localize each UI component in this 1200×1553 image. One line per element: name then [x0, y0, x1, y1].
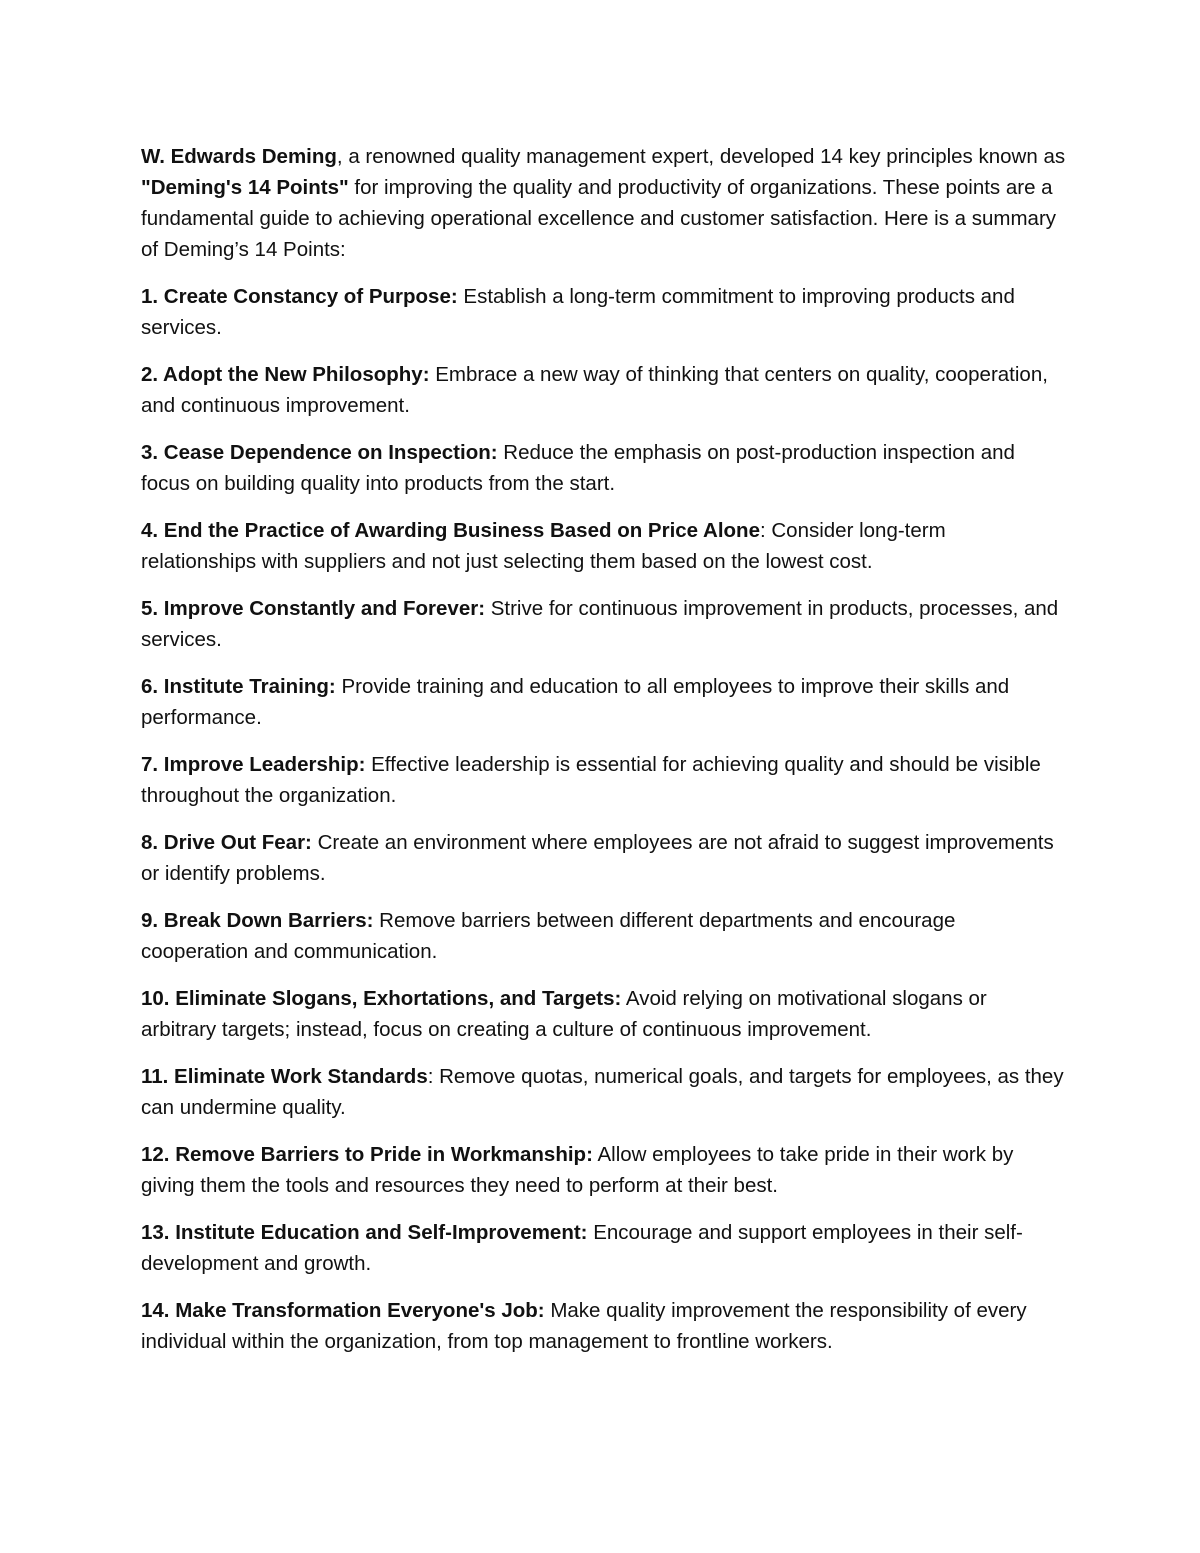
point-14 — [141, 1295, 1066, 1357]
point-text: Create an environment where employees are not afraid to suggest improvements or identify problems. — [141, 831, 1054, 885]
point-text: Provide training and education to all employees to improve their skills and performance. — [141, 675, 1010, 729]
point-5 — [141, 593, 1066, 655]
point-title: 14. Make Transformation Everyone's Job: — [141, 1299, 545, 1322]
point-2 — [141, 359, 1066, 421]
point-text: : Remove quotas, numerical goals, and targets for employees, as they can undermine quality. — [141, 1065, 1064, 1119]
intro-text-1: , a renowned quality management expert, developed 14 key principles known as — [336, 145, 1066, 168]
point-title: 6. Institute Training: — [141, 675, 336, 698]
point-13 — [141, 1217, 1066, 1279]
document-body — [141, 141, 1066, 1373]
point-title: 7. Improve Leadership: — [141, 753, 366, 776]
point-4 — [141, 515, 1066, 577]
point-8 — [141, 827, 1066, 889]
point-title: 3. Cease Dependence on Inspection: — [141, 441, 498, 464]
point-text: Remove barriers between different departments and encourage cooperation and communication. — [141, 909, 956, 963]
point-text: Avoid relying on motivational slogans or arbitrary targets; instead, focus on creating a culture of continuous improvement. — [141, 987, 987, 1041]
point-9 — [141, 905, 1066, 967]
point-text: Encourage and support employees in their self-development and growth. — [141, 1221, 1023, 1275]
point-text: Reduce the emphasis on post-production inspection and focus on building quality into products from the start. — [141, 441, 1015, 495]
point-title: 1. Create Constancy of Purpose: — [141, 285, 458, 308]
point-text: Effective leadership is essential for achieving quality and should be visible throughout the organization. — [141, 753, 1041, 807]
point-10 — [141, 983, 1066, 1045]
point-title: 12. Remove Barriers to Pride in Workmanship: — [141, 1143, 593, 1166]
point-title: 13. Institute Education and Self-Improvement: — [141, 1221, 588, 1244]
intro-paragraph — [141, 141, 1066, 265]
point-6 — [141, 671, 1066, 733]
point-title: 11. Eliminate Work Standards — [141, 1065, 428, 1088]
point-title: 9. Break Down Barriers: — [141, 909, 374, 932]
point-11 — [141, 1061, 1066, 1123]
point-3 — [141, 437, 1066, 499]
point-title: 2. Adopt the New Philosophy: — [141, 363, 430, 386]
point-text: Allow employees to take pride in their work by giving them the tools and resources they need to perform at their best. — [141, 1143, 1014, 1197]
point-text: : Consider long-term relationships with suppliers and not just selecting them based on the lowest cost. — [141, 519, 946, 573]
point-1 — [141, 281, 1066, 343]
point-title: 8. Drive Out Fear: — [141, 831, 312, 854]
point-title: 10. Eliminate Slogans, Exhortations, and Targets: — [141, 987, 622, 1010]
point-text: Embrace a new way of thinking that centers on quality, cooperation, and continuous improvement. — [141, 363, 1048, 417]
intro-bold-name: W. Edwards Deming — [141, 145, 337, 168]
point-text: Establish a long-term commitment to improving products and services. — [141, 285, 1015, 339]
intro-text-2: for improving the quality and productivity of organizations. These points are a fundamental guide to achieving operational excellence and customer satisfaction. Here is a summary of Deming’s 14 Points: — [141, 176, 1057, 261]
point-text: Make quality improvement the responsibility of every individual within the organization, from top management to frontline workers. — [141, 1299, 1027, 1353]
point-title: 5. Improve Constantly and Forever: — [141, 597, 486, 620]
point-text: Strive for continuous improvement in products, processes, and services. — [141, 597, 1059, 651]
intro-bold-term: "Deming's 14 Points" — [141, 176, 349, 199]
point-12 — [141, 1139, 1066, 1201]
point-title: 4. End the Practice of Awarding Business Based on Price Alone — [141, 519, 760, 542]
point-7 — [141, 749, 1066, 811]
